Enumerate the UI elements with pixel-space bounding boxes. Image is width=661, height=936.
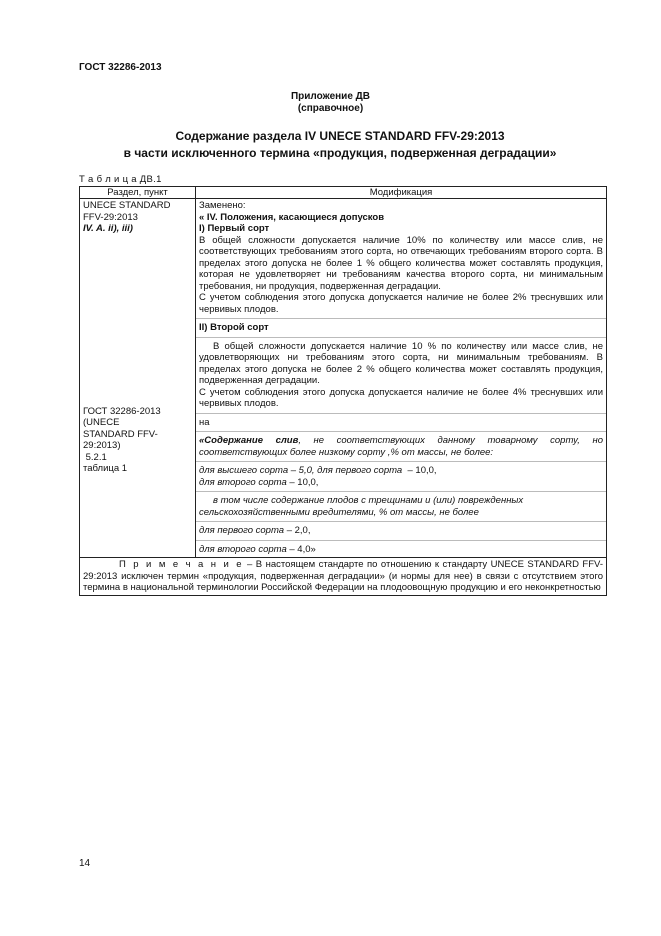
source-ref-line: UNECE STANDARD <box>83 200 171 211</box>
target-reference <box>83 406 192 475</box>
section-heading: « IV. Положения, касающиеся допусков <box>199 211 385 223</box>
second-grade-line <box>199 477 603 489</box>
annex-title: Приложение ДВ <box>290 91 371 102</box>
target-ref-line: таблица 1 <box>83 463 128 474</box>
note-label: П р и м е ч а н и е <box>119 559 244 570</box>
table-caption: Т а б л и ц а ДВ.1 <box>79 174 162 185</box>
source-ref-line: FFV-29:2013 <box>83 211 138 223</box>
col-header-modification: Модификация <box>196 187 607 199</box>
table-header-row <box>80 187 607 199</box>
grade1-title: I) Первый сорт <box>199 223 270 234</box>
note-cell <box>80 558 607 596</box>
document-code: ГОСТ 32286-2013 <box>79 62 162 73</box>
on-label: на <box>196 413 606 429</box>
second-grade-value: – 10,0, <box>286 476 319 488</box>
second-grade2-value: – 4,0» <box>286 543 316 555</box>
annex-subtitle: (справочное) <box>297 103 364 114</box>
annex-heading <box>0 91 661 115</box>
table-row <box>80 199 607 558</box>
source-reference <box>83 200 192 235</box>
content-rest: , не соответствующих данному товарному сорту, но соответствующих более низкому сорту ,% от массы, не более: <box>199 435 603 458</box>
source-ref-clause: IV. A. ii), iii) <box>83 223 133 234</box>
target-ref-line: (UNECE <box>83 417 120 428</box>
second-grade-text: для второго сорта <box>199 476 287 488</box>
including-paragraph: в том числе содержание плодов с трещинами и (или) поврежденных сельскохозяйственными вредителями, % от массы, не более <box>196 491 606 518</box>
first-grade-limit <box>196 521 606 537</box>
section-title-line2: в части исключенного термина «продукция, подверженная деградации» <box>123 146 557 160</box>
first-grade-value: – 2,0, <box>284 525 311 536</box>
target-ref-line: 29:2013) <box>83 440 121 451</box>
target-ref-line: STANDARD FFV- <box>83 428 158 440</box>
note-row <box>80 558 607 596</box>
grade2-text2: С учетом соблюдения этого допуска допускается наличие не более 4% треснувших или червивых плодов. <box>199 386 603 409</box>
grade1-text: В общей сложности допускается наличие 10% по количеству или массе слив, не соответствующих требованиям этого сорта, но отвечающих требованиям второго сорта. В пределах этого допуска не более 1 % общего количества может составлять продукция, которая не удовлетворяет ни требованиям качества второго сорта, ни минимальным требования, ни продукция, подверженная деградации. <box>199 234 603 292</box>
content-bold: «Содержание слив <box>199 435 299 446</box>
target-ref-line: 5.2.1 <box>83 451 107 463</box>
col-header-section: Раздел, пункт <box>80 187 196 199</box>
section-reference-cell <box>80 199 196 558</box>
replaced-label: Заменено: <box>199 200 246 211</box>
content-paragraph <box>196 431 606 458</box>
target-ref-line: ГОСТ 32286-2013 <box>83 405 161 417</box>
modification-table <box>79 186 607 596</box>
grade2-title: II) Второй сорт <box>196 318 606 334</box>
grade2-text: В общей сложности допускается наличие 10 % по количеству или массе слив, не удовлетворяющих ни требованиям этого сорта, ни минимальным требованиям. В пределах этого допуска не более 2 % общего количества может составлять продукция, подверженная деградации. <box>196 337 606 387</box>
page-number: 14 <box>79 858 91 869</box>
modification-cell <box>196 199 607 558</box>
second-grade-limit <box>196 540 606 557</box>
section-title-line1: Содержание раздела IV UNECE STANDARD FFV-29:2013 <box>175 129 505 143</box>
highest-grade-text: для высшего сорта – 5,0, для первого сорта <box>199 465 403 476</box>
second-grade2-text: для второго сорта <box>199 543 287 555</box>
first-grade-text: для первого сорта <box>199 525 285 536</box>
grade-limits <box>196 461 606 488</box>
highest-grade-line <box>199 465 603 477</box>
note-text: – В настоящем стандарте по отношению к стандарту UNECE STANDARD FFV-29:2013 исключен термин «продукция, подверженная деградации» (и нормы для нее) в связи с отсутствием этого термина в национальной терминологии Российской Федерации на плодоовощную продукцию и его неконкретностью <box>83 559 603 593</box>
grade1-text2: С учетом соблюдения этого допуска допускается наличие не более 2% треснувших или червивых плодов. <box>199 292 603 315</box>
section-title <box>60 128 620 162</box>
highest-grade-value: – 10,0, <box>402 465 437 476</box>
